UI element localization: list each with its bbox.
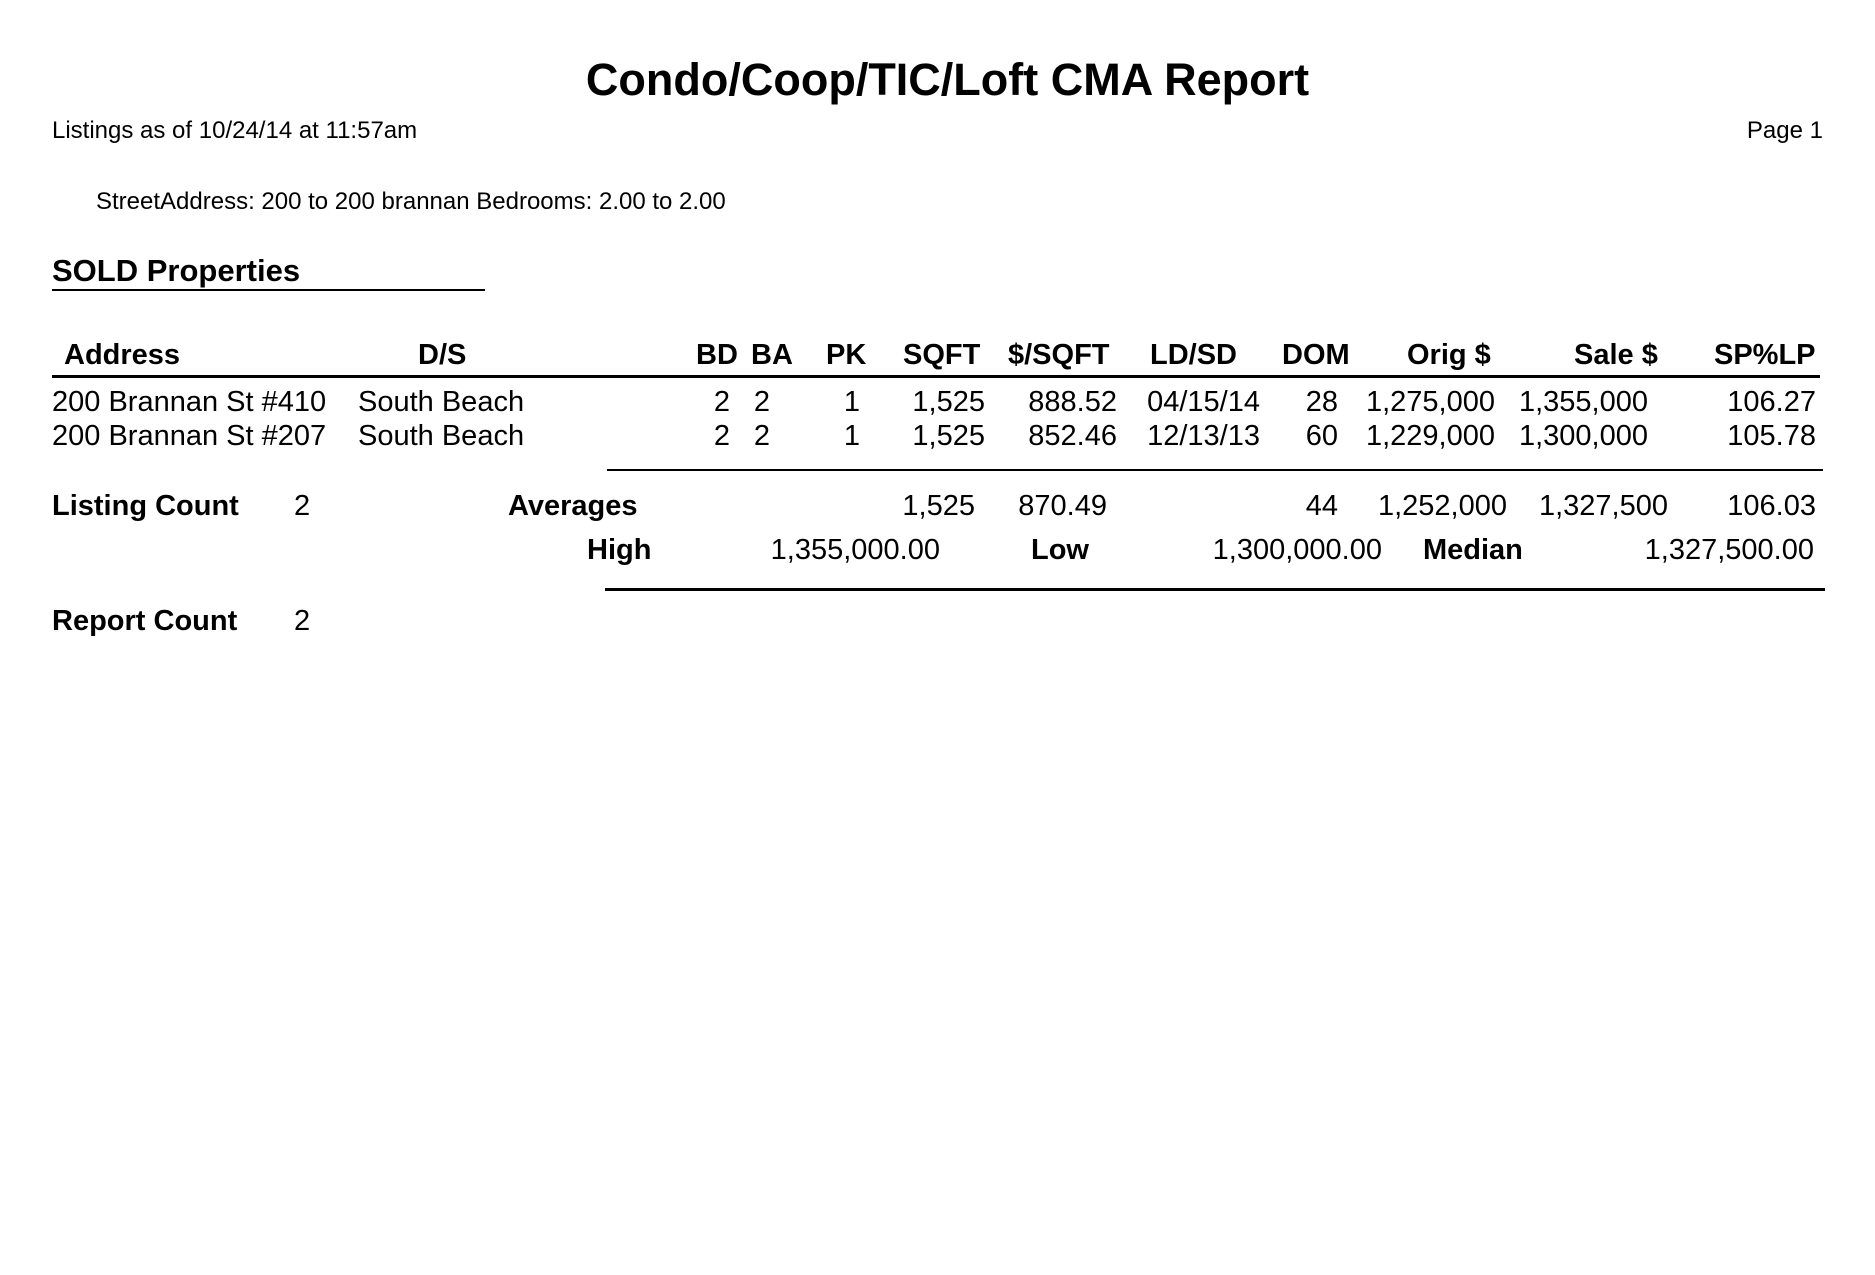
avg-orig: 1,252,000 [1377, 490, 1507, 522]
row-1-ba: 2 [753, 386, 770, 418]
header-rule [52, 375, 1820, 378]
col-header-pk: PK [826, 339, 867, 371]
summary-bottom-rule [605, 588, 1825, 591]
row-1-sp-lp: 106.27 [1727, 386, 1816, 418]
page-number: Page 1 [1746, 117, 1823, 144]
report-title: Condo/Coop/TIC/Loft CMA Report [585, 54, 1310, 105]
high-value: 1,355,000.00 [770, 534, 940, 566]
report-count-label: Report Count [52, 605, 238, 637]
search-criteria: StreetAddress: 200 to 200 brannan Bedrooms: 2.00 to 2.00 [96, 188, 726, 215]
col-header-bd: BD [696, 339, 738, 371]
row-1-bd: 2 [713, 386, 730, 418]
avg-sale: 1,327,500 [1538, 490, 1668, 522]
median-value: 1,327,500.00 [1644, 534, 1814, 566]
listing-count-label: Listing Count [52, 490, 239, 522]
row-1-pk: 1 [843, 386, 860, 418]
row-2-bd: 2 [713, 420, 730, 452]
row-2-sp-lp: 105.78 [1727, 420, 1816, 452]
median-label: Median [1423, 534, 1523, 566]
high-label: High [587, 534, 652, 566]
row-2-sqft: 1,525 [912, 420, 985, 452]
avg-sp-lp: 106.03 [1727, 490, 1816, 522]
col-header-ds: D/S [418, 339, 467, 371]
col-header-sqft: SQFT [903, 339, 981, 371]
row-2-address: 200 Brannan St #207 [52, 420, 327, 452]
section-title: SOLD Properties [52, 253, 301, 288]
row-2-dom: 60 [1305, 420, 1338, 452]
listing-count-value: 2 [294, 490, 311, 522]
col-header-orig: Orig $ [1407, 339, 1491, 371]
summary-rule [607, 469, 1823, 471]
listings-as-of: Listings as of 10/24/14 at 11:57am [52, 117, 418, 144]
row-2-ba: 2 [753, 420, 770, 452]
row-2-sale: 1,300,000 [1518, 420, 1648, 452]
col-header-sale: Sale $ [1574, 339, 1658, 371]
avg-dom: 44 [1305, 490, 1338, 522]
col-header-sp-lp: SP%LP [1714, 339, 1816, 371]
col-header-ba: BA [751, 339, 793, 371]
row-1-address: 200 Brannan St #410 [52, 386, 327, 418]
row-2-orig: 1,229,000 [1365, 420, 1495, 452]
row-1-ds: South Beach [358, 386, 525, 418]
row-1-price-per-sqft: 888.52 [1028, 386, 1117, 418]
row-1-sale: 1,355,000 [1518, 386, 1648, 418]
low-value: 1,300,000.00 [1212, 534, 1382, 566]
col-header-ld-sd: LD/SD [1150, 339, 1237, 371]
avg-sqft: 1,525 [902, 490, 975, 522]
row-2-pk: 1 [843, 420, 860, 452]
col-header-dom: DOM [1282, 339, 1350, 371]
low-label: Low [1031, 534, 1089, 566]
row-2-price-per-sqft: 852.46 [1028, 420, 1117, 452]
col-header-price-per-sqft: $/SQFT [1008, 339, 1110, 371]
col-header-address: Address [64, 339, 181, 371]
row-2-ds: South Beach [358, 420, 525, 452]
avg-price-per-sqft: 870.49 [1018, 490, 1107, 522]
section-underline [52, 289, 485, 291]
row-1-ld-sd: 04/15/14 [1147, 386, 1260, 418]
row-1-sqft: 1,525 [912, 386, 985, 418]
report-count-value: 2 [294, 605, 311, 637]
averages-label: Averages [508, 490, 638, 522]
row-1-dom: 28 [1305, 386, 1338, 418]
row-1-orig: 1,275,000 [1365, 386, 1495, 418]
row-2-ld-sd: 12/13/13 [1147, 420, 1260, 452]
